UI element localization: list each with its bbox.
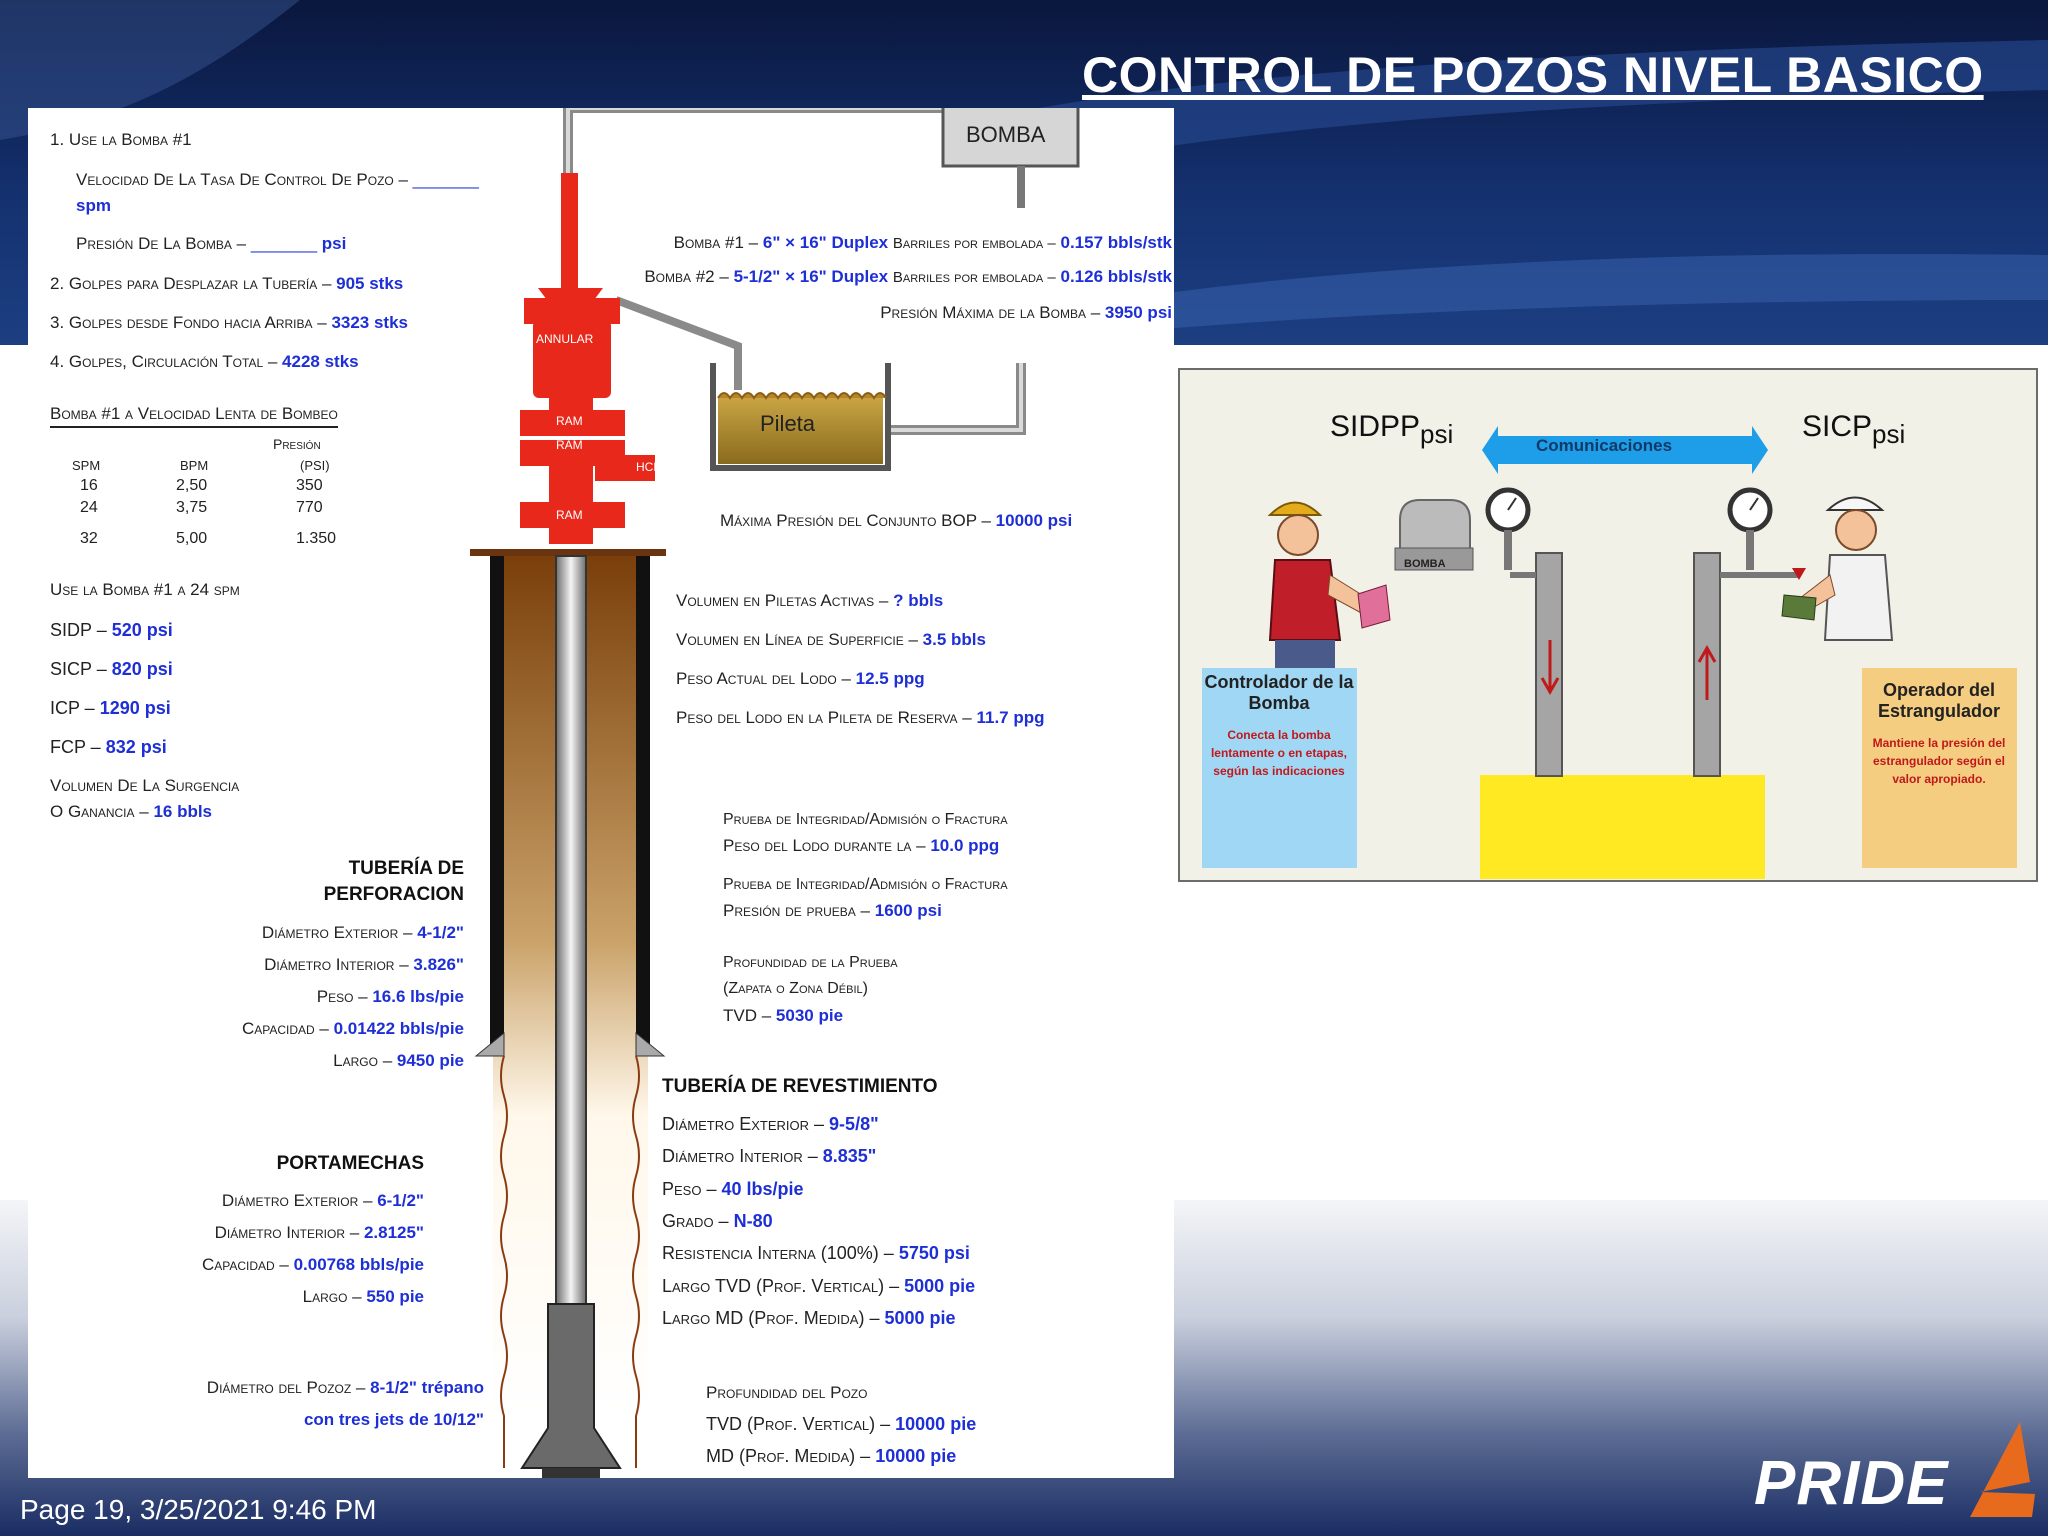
- slow-rate-header-spm: SPM: [72, 458, 101, 473]
- collars-title: PORTAMECHAS: [276, 1153, 424, 1174]
- drillpipe-length: Largo – 9450 pie: [333, 1051, 464, 1070]
- strokes-bottoms-up: 3. Golpes desde Fondo hacia Arriba – 3323 stks: [50, 313, 409, 332]
- casing-burst: Resistencia Interna (100%) – 5750 psi: [662, 1243, 970, 1263]
- surface-volume: Volumen en Línea de Superficie – 3.5 bbls: [676, 630, 986, 649]
- casing-od: Diámetro Exterior – 9-5/8": [662, 1114, 879, 1134]
- casing-grade: Grado – N-80: [662, 1211, 773, 1231]
- sicp-label: $SICP_{psi}$: [1802, 410, 1906, 449]
- pride-logo: PRIDE: [1754, 1449, 1949, 1518]
- pump-pressure: Presión De La Bomba – _______ psi: [76, 234, 347, 253]
- collars-od: Diámetro Exterior – 6-1/2": [221, 1191, 424, 1210]
- lot-depth-subtitle: (Zapata o Zona Débil): [723, 980, 868, 997]
- lot-depth-title: Profundidad de la Prueba: [723, 954, 898, 971]
- lot-pressure: Presión de prueba – 1600 psi: [723, 901, 942, 920]
- sidp: SIDP – 520 psi: [50, 620, 173, 640]
- pump-controller-title: Controlador de la Bomba: [1204, 672, 1354, 713]
- slow-rate-title: Bomba #1 a Velocidad Lenta de Bombeo: [50, 404, 338, 428]
- page-footer: Page 19, 3/25/2021 9:46 PM: [20, 1494, 377, 1525]
- pump-controller-text: Conecta la bomba lentamente o en etapas, según las indicaciones: [1210, 728, 1348, 778]
- fcp: FCP – 832 psi: [50, 737, 167, 757]
- pit-left: [1480, 775, 1765, 879]
- drillpipe-od: Diámetro Exterior – 4-1/2": [261, 923, 464, 942]
- slow-rate-header-psi: (PSI): [300, 458, 330, 473]
- sicp: SICP – 820 psi: [50, 659, 173, 679]
- bit-jets: con tres jets de 10/12": [303, 1410, 484, 1429]
- well-worksheet: [28, 108, 1174, 1478]
- pump1-spec: Bomba #1 – 6" × 16" Duplex Barriles por embolada – 0.157 bbls/stk: [673, 233, 1172, 252]
- pit-volume: Volumen en Piletas Activas – ? bbls: [676, 591, 944, 610]
- table-cell: 16: [80, 477, 98, 494]
- pump2-spec: Bomba #2 – 5-1/2" × 16" Duplex Barriles por embolada – 0.126 bbls/stk: [644, 267, 1172, 286]
- return-line: [888, 363, 1021, 430]
- mud-weight: Peso Actual del Lodo – 12.5 ppg: [676, 669, 925, 688]
- kill-rate: Velocidad De La Tasa De Control De Pozo – _______: [76, 170, 479, 189]
- casing-right: [636, 556, 650, 1056]
- communications-figure: [1178, 368, 2038, 882]
- pump-max-pressure: Presión Máxima de la Bomba – 3950 psi: [880, 303, 1172, 322]
- collars-length: Largo – 550 pie: [302, 1287, 424, 1306]
- kick-volume-label: Volumen De La Surgencia: [50, 776, 240, 795]
- table-cell: 770: [296, 499, 323, 516]
- table-cell: 24: [80, 499, 98, 516]
- table-cell: 32: [80, 530, 98, 547]
- casing-title: TUBERÍA DE REVESTIMIENTO: [662, 1076, 938, 1097]
- slow-rate-pressure-header: Presión: [273, 436, 321, 452]
- lot-mud-weight: Peso del Lodo durante la – 10.0 ppg: [723, 836, 1000, 855]
- choke-operator-title: Operador del Estrangulador: [1877, 680, 2001, 721]
- kill-rate-unit: spm: [76, 196, 111, 215]
- hcr-label: HCR: [636, 460, 662, 474]
- lot-title-2: Prueba de Integridad/Admisión o Fractura: [723, 876, 1008, 893]
- standpipe-line: [568, 108, 943, 198]
- casing-weight: Peso – 40 lbs/pie: [662, 1179, 804, 1199]
- well-tvd: TVD (Prof. Vertical) – 10000 pie: [706, 1414, 977, 1434]
- drillpipe-id: Diámetro Interior – 3.826": [264, 955, 464, 974]
- lot-title-1: Prueba de Integridad/Admisión o Fractura: [723, 811, 1008, 828]
- pit-label: Pileta: [760, 411, 816, 436]
- table-cell: 350: [296, 477, 323, 494]
- table-cell: 2,50: [176, 477, 208, 494]
- ram-label-3: RAM: [556, 508, 583, 522]
- use-pump-24: Use la Bomba #1 a 24 spm: [50, 580, 240, 599]
- drill-pipe: [556, 556, 586, 1304]
- strokes-total: 4. Golpes, Circulación Total – 4228 stks: [50, 352, 359, 371]
- flow-line: [616, 300, 738, 390]
- kick-volume: O Ganancia – 16 bbls: [50, 802, 213, 821]
- use-pump-line: 1. Use la Bomba #1: [50, 130, 192, 149]
- icp: ICP – 1290 psi: [50, 698, 171, 718]
- lot-tvd: TVD – 5030 pie: [723, 1006, 844, 1025]
- casing-tvd: Largo TVD (Prof. Vertical) – 5000 pie: [662, 1276, 976, 1296]
- drillpipe-weight: Peso – 16.6 lbs/pie: [316, 987, 464, 1006]
- bomba-tag: BOMBA: [1404, 558, 1446, 570]
- slow-rate-header-bpm: BPM: [180, 458, 209, 473]
- bop-max-pressure: Máxima Presión del Conjunto BOP – 10000 psi: [720, 511, 1073, 530]
- hole-size: Diámetro del Pozoz – 8-1/2" trépano: [206, 1378, 484, 1397]
- collars-capacity: Capacidad – 0.00768 bbls/pie: [201, 1255, 424, 1274]
- strokes-pipe: 2. Golpes para Desplazar la Tubería – 905 stks: [50, 274, 404, 293]
- pump-operator-figure: [1270, 503, 1390, 671]
- casing-md: Largo MD (Prof. Medida) – 5000 pie: [662, 1308, 956, 1328]
- drillpipe-title-2: PERFORACION: [323, 884, 464, 905]
- ram-label-1: RAM: [556, 414, 583, 428]
- table-cell: 3,75: [176, 499, 208, 516]
- reserve-mud-weight: Peso del Lodo en la Pileta de Reserva – 11.7 ppg: [676, 708, 1045, 727]
- bomba-machine: [1400, 500, 1470, 555]
- table-cell: 1.350: [296, 530, 337, 547]
- annular-label: ANNULAR: [536, 332, 594, 346]
- sidpp-label: $SIDPP_{psi}$: [1330, 410, 1454, 449]
- well-depth-title: Profundidad del Pozo: [706, 1383, 868, 1402]
- casing-left: [490, 556, 504, 1056]
- collars-id: Diámetro Interior – 2.8125": [214, 1223, 424, 1242]
- casing-id: Diámetro Interior – 8.835": [662, 1146, 877, 1166]
- pump-label: BOMBA: [966, 122, 1046, 147]
- table-cell: 5,00: [176, 530, 208, 547]
- well-md: MD (Prof. Medida) – 10000 pie: [706, 1446, 957, 1466]
- ram-label-2: RAM: [556, 438, 583, 452]
- choke-operator-text: Mantiene la presión del estrangulador según el valor apropiado.: [1872, 736, 2006, 786]
- communications-label: Comunicaciones: [1536, 436, 1673, 455]
- drillpipe-capacity: Capacidad – 0.01422 bbls/pie: [241, 1019, 464, 1038]
- drillpipe-title-1: TUBERÍA DE: [348, 858, 464, 879]
- logo-flame-icon: [1960, 1422, 2040, 1522]
- page-title: CONTROL DE POZOS NIVEL BASICO: [1082, 47, 1984, 103]
